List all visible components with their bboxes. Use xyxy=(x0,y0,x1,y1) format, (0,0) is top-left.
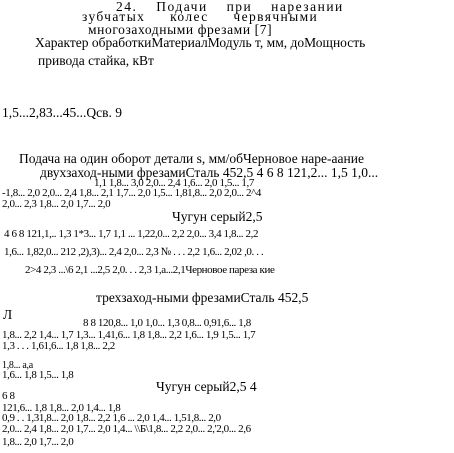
body-line: 1,8... 2,0 1,7... 2,0 xyxy=(2,436,74,448)
body-line: 1,6... 1,8 1,5... 1,8 xyxy=(2,369,74,381)
material-label: Чугун серый2,5 xyxy=(172,209,263,224)
section-heading: трехзаход-ными фрезамиСталь 452,5 xyxy=(96,290,309,305)
body-line: 4 6 8 121,1,.. 1,3 1*3... 1,7 1,1 ... 1,22,0... 2,2 2,0... 3,4 1,8... 2,2 xyxy=(4,228,259,240)
body-line: 2,0... 2,4 1,8... 2,0 1,7... 2,0 1,4... \\Б\1,8... 2,2 2,0... 2,'2,0... 2,6 xyxy=(2,423,251,435)
table-title-line-2: зубчатых колес червячными xyxy=(82,9,319,24)
body-line: 2,0... 2,3 1,8... 2,0 1,7... 2,0 xyxy=(2,198,111,210)
body-line: 1,3 . . . 1,61,6... 1,8 1,8... 2,2 xyxy=(2,340,115,352)
body-line: 1,8... 2,2 1,4... 1,7 1,3... 1,41,6... 1,8 1,8... 2,2 1,6... 1,9 1,5... 1,7 xyxy=(2,329,256,341)
body-line: 1,5...2,83...45...Qсв. 9 xyxy=(2,105,122,120)
body-line: -1,8... 2,0 2,0... 2,4 1,8... 2,1 1,7... 2,0 1,5... 1,81,8... 2,0 2,0... 2^4 xyxy=(2,187,261,199)
body-line: двухзаход-ными фрезамиСталь 452,5 4 6 8 121,2... 1,5 1,0... xyxy=(40,165,379,180)
body-line: 8 8 120,8... 1,0 1,0... 1,3 0,8... 0,91,6... 1,8 xyxy=(83,317,251,329)
table-title-line-3: многозаходными фрезами [7] xyxy=(88,22,273,37)
body-line: 0,9 . . 1,31,8... 2,0 1,8... 2,2 1,6 ... 2,0 1,4... 1,51,8... 2,0 xyxy=(2,412,221,424)
body-line: 6 8 xyxy=(2,390,15,402)
column-headers-cont: привода стайка, кВт xyxy=(38,53,154,68)
material-label: Чугун серый2,5 4 xyxy=(156,379,257,394)
column-headers: Характер обработкиМатериалМодуль т, мм, доМощность xyxy=(35,35,366,50)
body-line: Л xyxy=(3,307,13,322)
body-line: 1,8... а,а xyxy=(2,360,33,371)
body-line: 1,6... 1,82,0... 212 ,2),3)... 2,4 2,0... 2,3 № . . . 2,2 1,6... 2,02 ,0. . . xyxy=(4,246,264,258)
section-heading: Подача на один оборот детали s, мм/обЧерновое наре-аание xyxy=(19,151,364,166)
body-line: 121,6... 1,8 1,8... 2,0 1,4... 1,8 xyxy=(2,402,121,414)
table-number-title: 24. Подачи при нарезании xyxy=(116,0,344,14)
body-line: 1,1 1,8... 3,0 2,0... 2,4 1,6... 2,0 1,5... 1,7 xyxy=(94,177,254,189)
body-line: 2>4 2,3 ...\6 2,1 ...2,5 2,0. . . 2,3 1,а...2,1Черновое пареза кие xyxy=(25,264,275,276)
